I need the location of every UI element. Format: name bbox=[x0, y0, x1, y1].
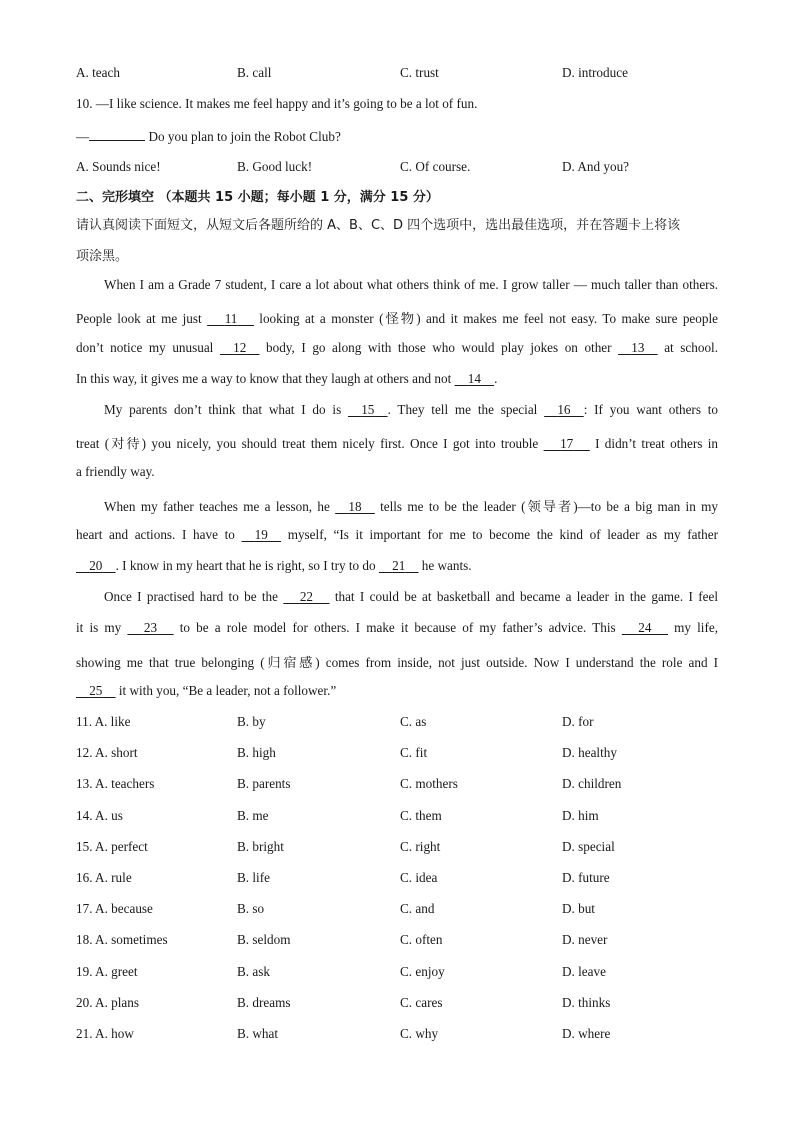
passage-p4-line4 bbox=[76, 683, 718, 699]
passage-p4-line2 bbox=[76, 620, 718, 636]
option-d: D. thinks bbox=[562, 995, 611, 1010]
option-b: B. by bbox=[237, 714, 266, 729]
text: looking at a monster (怪物) and it makes me feel not easy. To make sure people bbox=[253, 311, 718, 326]
blank-number: 19 bbox=[254, 527, 268, 542]
option-d: D. leave bbox=[562, 964, 606, 979]
section-instruction-2: 项涂黑。 bbox=[76, 249, 129, 264]
choice-row bbox=[76, 964, 726, 984]
choice-row bbox=[76, 776, 726, 796]
text: . bbox=[494, 371, 498, 386]
q10-dash: — bbox=[76, 129, 90, 144]
q10-followup bbox=[76, 127, 341, 145]
option-a: 14. A. us bbox=[76, 808, 123, 823]
option-c: C. trust bbox=[400, 65, 439, 80]
option-c: C. often bbox=[400, 932, 443, 947]
choice-row bbox=[76, 745, 726, 765]
option-c: C. why bbox=[400, 1026, 439, 1041]
option-a: 21. A. how bbox=[76, 1026, 134, 1041]
blank-number: 15 bbox=[361, 402, 375, 417]
passage-p3-line2 bbox=[76, 527, 718, 543]
option-d: D. where bbox=[562, 1026, 611, 1041]
passage-p2-line1 bbox=[104, 402, 718, 418]
text: myself, “Is it important for me to become the kind of leader as my father bbox=[281, 527, 718, 542]
passage-p4-line3: showing me that true belonging (归宿感) comes from inside, not just outside. Now I understand the role and I bbox=[76, 655, 718, 670]
choice-row bbox=[76, 901, 726, 921]
text: to be a role model for others. I make it because of my father’s advice. This bbox=[173, 620, 622, 635]
blank-number: 17 bbox=[560, 436, 574, 451]
option-d: D. introduce bbox=[562, 65, 628, 80]
option-c: C. enjoy bbox=[400, 964, 445, 979]
passage-p1-line3 bbox=[76, 340, 718, 356]
blank-16 bbox=[544, 402, 584, 418]
blank-number: 12 bbox=[233, 340, 247, 355]
option-b: B. high bbox=[237, 745, 276, 760]
option-d: D. healthy bbox=[562, 745, 617, 760]
blank-14 bbox=[455, 371, 498, 387]
text: People look at me just bbox=[76, 311, 208, 326]
q10-options bbox=[76, 159, 726, 179]
blank-18 bbox=[335, 499, 375, 515]
option-a: 19. A. greet bbox=[76, 964, 138, 979]
option-b: B. me bbox=[237, 808, 269, 823]
option-d: D. but bbox=[562, 901, 595, 916]
option-c: C. cares bbox=[400, 995, 443, 1010]
option-c: C. as bbox=[400, 714, 427, 729]
text: it is my bbox=[76, 620, 128, 635]
text: When my father teaches me a lesson, he bbox=[104, 499, 336, 514]
blank-23 bbox=[127, 620, 173, 636]
blank-number: 24 bbox=[638, 620, 652, 635]
option-a: 12. A. short bbox=[76, 745, 138, 760]
text: it with you, “Be a leader, not a follower.” bbox=[115, 683, 337, 698]
option-b: B. parents bbox=[237, 776, 291, 791]
text: that I could be at basketball and became a leader in the game. I feel bbox=[329, 589, 719, 604]
q10-stem: 10. —I like science. It makes me feel happy and it’s going to be a lot of fun. bbox=[76, 96, 478, 111]
option-d: D. him bbox=[562, 808, 599, 823]
choice-row bbox=[76, 870, 726, 890]
blank-22 bbox=[283, 589, 329, 605]
blank-15 bbox=[348, 402, 388, 418]
option-c: C. and bbox=[400, 901, 435, 916]
option-b: B. Good luck! bbox=[237, 159, 313, 174]
q10-followup-text: Do you plan to join the Robot Club? bbox=[145, 129, 341, 144]
option-d: D. future bbox=[562, 870, 610, 885]
text: body, I go along with those who would play jokes on other bbox=[259, 340, 619, 355]
text: I didn’t treat others in bbox=[589, 436, 718, 451]
option-b: B. what bbox=[237, 1026, 279, 1041]
option-d: D. special bbox=[562, 839, 615, 854]
option-a: 18. A. sometimes bbox=[76, 932, 168, 947]
option-c: C. fit bbox=[400, 745, 428, 760]
option-a: 17. A. because bbox=[76, 901, 153, 916]
section-title: 二、完形填空 （本题共 15 小题；每小题 1 分，满分 15 分） bbox=[76, 190, 439, 205]
passage-p1-line1: When I am a Grade 7 student, I care a lot about what others think of me. I grow taller — much taller than others. bbox=[104, 277, 718, 292]
text: treat (对待) you nicely, you should treat them nicely first. Once I got into trouble bbox=[76, 436, 544, 451]
text: my life, bbox=[667, 620, 718, 635]
option-a: 16. A. rule bbox=[76, 870, 132, 885]
option-a: A. teach bbox=[76, 65, 120, 80]
option-b: B. call bbox=[237, 65, 272, 80]
text: don’t notice my unusual bbox=[76, 340, 220, 355]
option-a: A. Sounds nice! bbox=[76, 159, 161, 174]
blank-number: 20 bbox=[89, 558, 103, 573]
blank-number: 14 bbox=[467, 371, 481, 386]
blank-20 bbox=[76, 558, 116, 574]
choice-row bbox=[76, 714, 726, 734]
option-b: B. seldom bbox=[237, 932, 291, 947]
blank-11 bbox=[207, 311, 254, 327]
text: at school. bbox=[657, 340, 718, 355]
option-c: C. mothers bbox=[400, 776, 458, 791]
option-c: C. them bbox=[400, 808, 442, 823]
blank-24 bbox=[622, 620, 668, 636]
passage-p3-line1 bbox=[104, 496, 718, 515]
passage-p4-line1 bbox=[104, 589, 718, 605]
section-instruction-1: 请认真阅读下面短文，从短文后各题所给的 A、B、C、D 四个选项中，选出最佳选项，并在答题卡上将该 bbox=[76, 218, 681, 233]
text: tells me to be the leader (领导者)—to be a big man in my bbox=[374, 499, 718, 514]
blank-number: 11 bbox=[224, 311, 238, 326]
option-a: 15. A. perfect bbox=[76, 839, 148, 854]
passage-p1-line2 bbox=[76, 308, 718, 327]
blank-number: 16 bbox=[557, 402, 571, 417]
option-a: 13. A. teachers bbox=[76, 776, 155, 791]
option-b: B. so bbox=[237, 901, 265, 916]
blank-19 bbox=[241, 527, 281, 543]
choice-row bbox=[76, 839, 726, 859]
blank-17 bbox=[544, 436, 590, 452]
passage-p2-line3: a friendly way. bbox=[76, 464, 155, 479]
option-b: B. bright bbox=[237, 839, 284, 854]
text: Once I practised hard to be the bbox=[104, 589, 284, 604]
text: . I know in my heart that he is right, so I try to do bbox=[115, 558, 379, 573]
option-b: B. dreams bbox=[237, 995, 291, 1010]
option-b: B. life bbox=[237, 870, 270, 885]
text: he wants. bbox=[418, 558, 472, 573]
q10-blank bbox=[89, 127, 145, 141]
blank-21 bbox=[379, 558, 419, 574]
option-a: 20. A. plans bbox=[76, 995, 140, 1010]
passage-p1-line4 bbox=[76, 371, 718, 387]
option-c: C. right bbox=[400, 839, 441, 854]
blank-number: 18 bbox=[348, 499, 362, 514]
option-d: D. children bbox=[562, 776, 622, 791]
blank-25 bbox=[76, 683, 116, 699]
text: My parents don’t think that what I do is bbox=[104, 402, 348, 417]
blank-13 bbox=[618, 340, 658, 356]
choice-row bbox=[76, 932, 726, 952]
choice-row bbox=[76, 995, 726, 1015]
option-c: C. idea bbox=[400, 870, 438, 885]
text: : If you want others to bbox=[583, 402, 718, 417]
blank-number: 13 bbox=[631, 340, 645, 355]
option-d: D. never bbox=[562, 932, 608, 947]
text: . They tell me the special bbox=[387, 402, 545, 417]
option-a: 11. A. like bbox=[76, 714, 131, 729]
text: In this way, it gives me a way to know that they laugh at others and not bbox=[76, 371, 455, 386]
blank-number: 23 bbox=[143, 620, 158, 635]
passage-p3-line3 bbox=[76, 558, 718, 574]
option-d: D. And you? bbox=[562, 159, 630, 174]
text: heart and actions. I have to bbox=[76, 527, 242, 542]
passage-p2-line2 bbox=[76, 433, 718, 452]
blank-number: 25 bbox=[89, 683, 103, 698]
choice-row bbox=[76, 808, 726, 828]
choice-row bbox=[76, 1026, 726, 1046]
option-c: C. Of course. bbox=[400, 159, 471, 174]
blank-number: 21 bbox=[392, 558, 406, 573]
option-d: D. for bbox=[562, 714, 594, 729]
blank-12 bbox=[220, 340, 260, 356]
blank-number: 22 bbox=[299, 589, 314, 604]
q9-options bbox=[76, 65, 726, 85]
option-b: B. ask bbox=[237, 964, 270, 979]
